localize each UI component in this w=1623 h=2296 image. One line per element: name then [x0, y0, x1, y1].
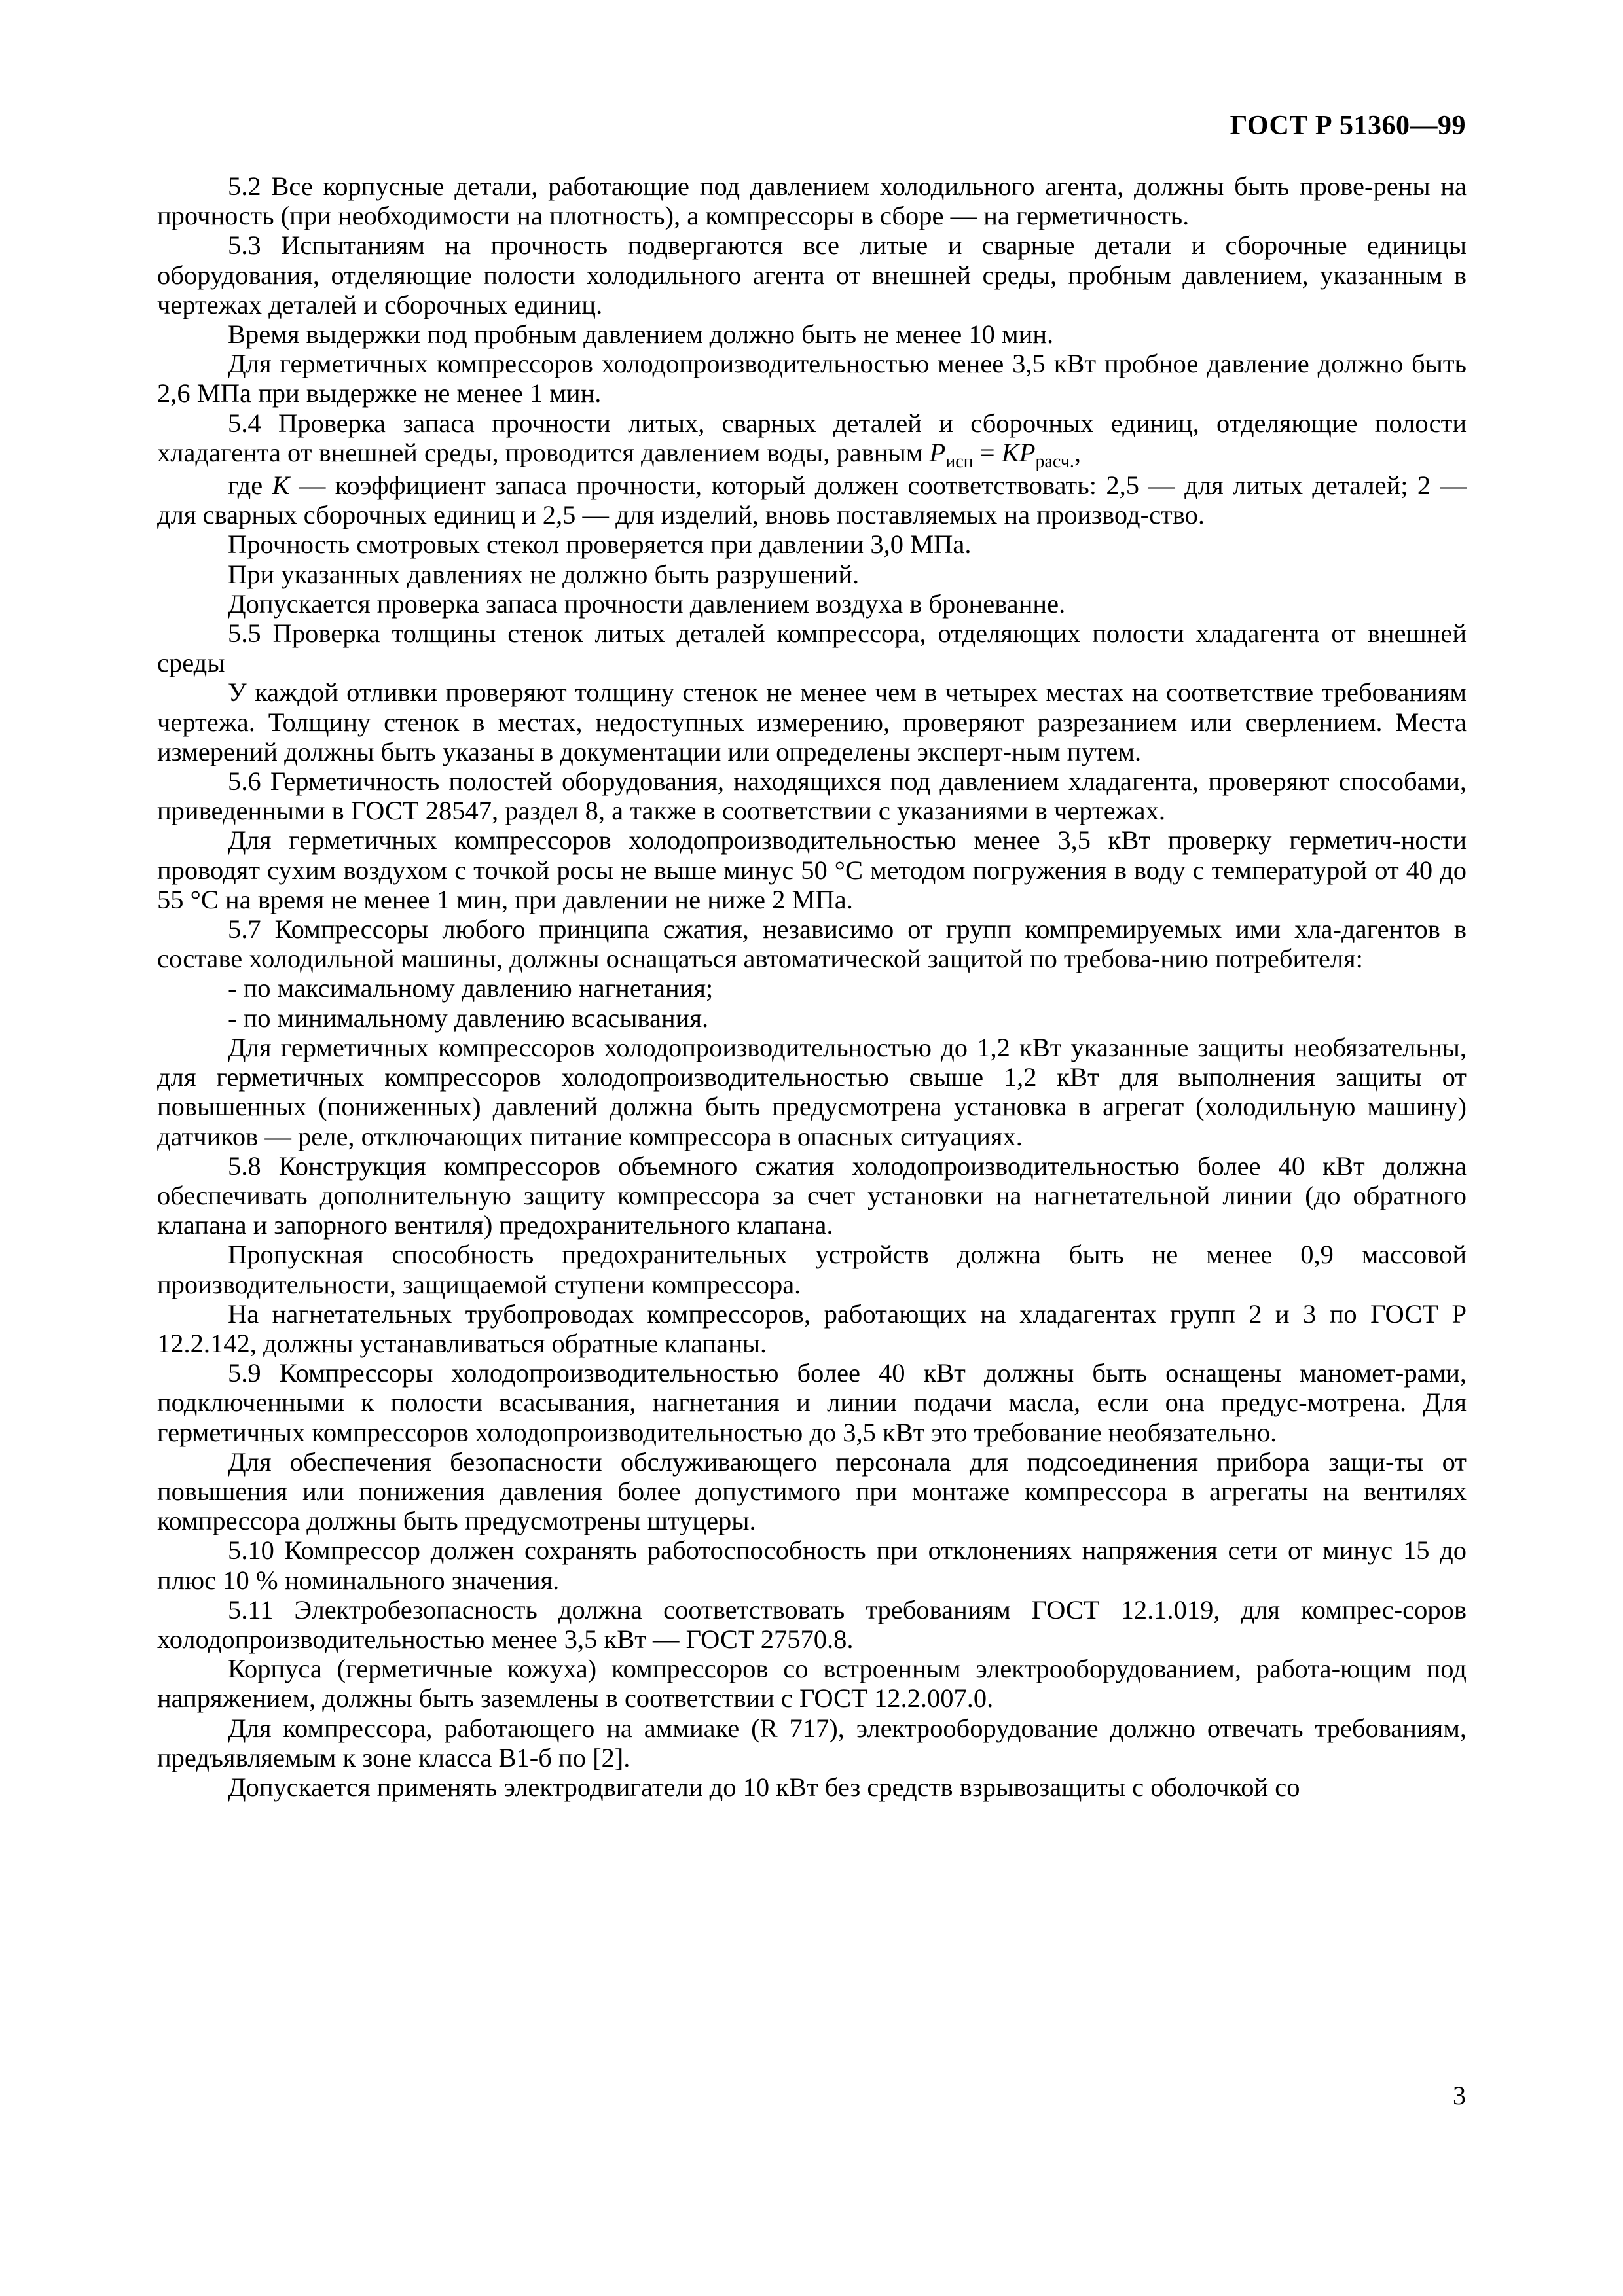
paragraph: Допускается проверка запаса прочности давлением воздуха в броневанне.: [228, 588, 1066, 619]
paragraph: 5.10 Компрессор должен сохранять работоспособность при отклонениях напряжения сети от минус 15 до плюс 10 % номинального значения.: [157, 1535, 1467, 1595]
paragraph: На нагнетательных трубопроводах компрессоров, работающих на хладагентах групп 2 и 3 по ГОСТ Р 12.2.142, должны устанавливаться обратные клапаны.: [157, 1299, 1467, 1358]
list-item: - по минимальному давлению всасывания.: [228, 1003, 709, 1033]
paragraph: Прочность смотровых стекол проверяется при давлении 3,0 МПа.: [228, 529, 972, 560]
document-header: ГОСТ Р 51360—99: [1230, 111, 1466, 141]
test-pressure-formula: [929, 437, 1081, 472]
paragraph: 5.8 Конструкция компрессоров объемного сжатия холодопроизводительностью более 40 кВт должна обеспечивать дополнительную защиту компрессора за счет установки на нагнетательной линии (до обратного клапана и запорного вентиля) предохранительного клапана.: [157, 1151, 1467, 1240]
p-symbol-2: P: [1019, 437, 1036, 467]
equals-sign: =: [973, 437, 1002, 467]
formula-comma: ,: [1074, 437, 1081, 467]
p-test-subscript: исп: [945, 451, 974, 472]
paragraph: Допускается применять электродвигатели до 10 кВт без средств взрывозащиты с оболочкой со: [228, 1772, 1300, 1802]
list-item: - по максимальному давлению нагнетания;: [228, 973, 714, 1003]
paragraph: При указанных давлениях не должно быть разрушений.: [228, 559, 860, 589]
p-symbol: P: [929, 437, 946, 467]
paragraph: Для компрессора, работающего на аммиаке (R 717), электрооборудование должно отвечать требованиям, предъявляемым к зоне класса В1-б по [2].: [157, 1713, 1467, 1772]
k-symbol: K: [1001, 437, 1019, 467]
document-body: [157, 171, 1467, 1802]
paragraph-5-4-where: [157, 471, 1467, 529]
paragraph: Для герметичных компрессоров холодопроизводительностью менее 3,5 кВт проверку герметич-ности проводят сухим воздухом с точкой росы не выше минус 50 °С методом погружения в воду с температурой от 40 до 55 °С на время не менее 1 мин, при давлении не ниже 2 МПа.: [157, 825, 1467, 914]
paragraph: Для герметичных компрессоров холодопроизводительностью до 1,2 кВт указанные защиты необязательны, для герметичных компрессоров холодопроизводительностью свыше 1,2 кВт для выполнения защиты от повышенных (пониженных) давлений должна быть предусмотрена установка в агрегат (холодильную машину) датчиков — реле, отключающих питание компрессора в опасных ситуациях.: [157, 1032, 1467, 1151]
paragraph: Для герметичных компрессоров холодопроизводительностью менее 3,5 кВт пробное давление должно быть 2,6 МПа при выдержке не менее 1 мин.: [157, 349, 1467, 408]
paragraph: Время выдержки под пробным давлением должно быть не менее 10 мин.: [228, 319, 1054, 350]
k-symbol-def: K: [272, 471, 290, 501]
paragraph-5-4-text: 5.4 Проверка запаса прочности литых, сварных деталей и сборочных единиц, отделяющие полости хладагента от внешней среды, проводится давлением воды, равным: [157, 408, 1467, 467]
paragraph: Для обеспечения безопасности обслуживающего персонала для подсоединения прибора защи-ты от повышения или понижения давления более допустимого при монтаже компрессора в агрегаты на вентилях компрессора должны быть предусмотрены штуцеры.: [157, 1446, 1467, 1536]
paragraph: 5.11 Электробезопасность должна соответствовать требованиям ГОСТ 12.1.019, для компрес-соров холодопроизводительностью менее 3,5 кВт — ГОСТ 27570.8.: [157, 1594, 1467, 1654]
paragraph: 5.2 Все корпусные детали, работающие под давлением холодильного агента, должны быть прове-рены на прочность (при необходимости на плотность), а компрессоры в сборе — на герметичность.: [157, 171, 1467, 231]
page-number: 3: [1453, 2081, 1466, 2110]
paragraph: У каждой отливки проверяют толщину стенок не менее чем в четырех местах на соответствие требованиям чертежа. Толщину стенок в местах, недоступных измерению, проверяют разрезанием или сверлением. Места измерений должны быть указаны в документации или определены эксперт-ным путем.: [157, 677, 1467, 766]
p-calc-subscript: расч.: [1035, 451, 1074, 472]
paragraph: Пропускная способность предохранительных устройств должна быть не менее 0,9 массовой производительности, защищаемой ступени компрессора.: [157, 1240, 1467, 1299]
where-prefix: где: [228, 471, 272, 501]
paragraph: 5.3 Испытаниям на прочность подвергаются все литые и сварные детали и сборочные единицы оборудования, отделяющие полости холодильного агента от внешней среды, пробным давлением, указанным в чертежах деталей и сборочных единиц.: [157, 230, 1467, 319]
where-text: — коэффициент запаса прочности, который должен соответствовать: 2,5 — для литых деталей; 2 — для сварных сборочных единиц и 2,5 — для изделий, вновь поставляемых на производ-ство.: [157, 471, 1467, 530]
paragraph: 5.5 Проверка толщины стенок литых деталей компрессора, отделяющих полости хладагента от внешней среды: [157, 619, 1467, 678]
paragraph: Корпуса (герметичные кожуха) компрессоров со встроенным электрооборудованием, работа-ющим под напряжением, должны быть заземлены в соответствии с ГОСТ 12.2.007.0.: [157, 1654, 1467, 1713]
paragraph: 5.6 Герметичность полостей оборудования, находящихся под давлением хладагента, проверяют способами, приведенными в ГОСТ 28547, раздел 8, а также в соответствии с указаниями в чертежах.: [157, 766, 1467, 826]
paragraph: 5.9 Компрессоры холодопроизводительностью более 40 кВт должны быть оснащены маномет-рами, подключенными к полости всасывания, нагнетания и линии подачи масла, если она предус-мотрена. Для герметичных компрессоров холодопроизводительностью до 3,5 кВт это требование необязательно.: [157, 1358, 1467, 1447]
paragraph: 5.7 Компрессоры любого принципа сжатия, независимо от групп компремируемых ими хла-дагентов в составе холодильной машины, должны оснащаться автоматической защитой по требова-нию потребителя:: [157, 914, 1467, 974]
paragraph-5-4: [157, 408, 1467, 471]
